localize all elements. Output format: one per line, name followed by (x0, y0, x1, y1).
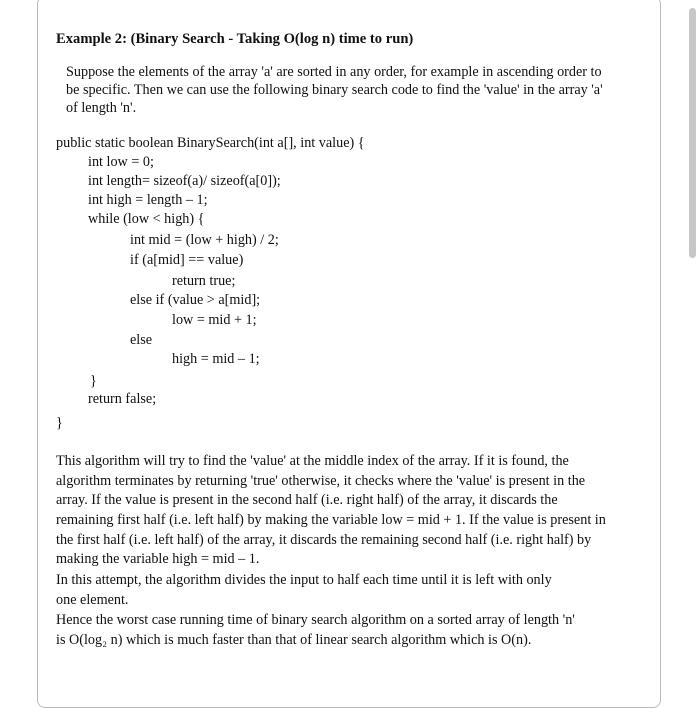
explanation-line-4: remaining first half (i.e. left half) by making the variable low = mid + 1. If the value is present in (56, 512, 606, 528)
example-heading: Example 2: (Binary Search - Taking O(log n) time to run) (56, 31, 414, 47)
intro-line-2: be specific. Then we can use the following binary search code to find the 'value' in the array 'a' (66, 82, 603, 98)
code-if-check: if (a[mid] == value) (130, 252, 244, 268)
explanation-line-9: Hence the worst case running time of binary search algorithm on a sorted array of length 'n' (56, 612, 575, 628)
vertical-scrollbar[interactable] (689, 8, 696, 258)
intro-line-1: Suppose the elements of the array 'a' are sorted in any order, for example in ascending order to (66, 64, 602, 80)
code-while-open: while (low < high) { (88, 211, 205, 227)
intro-line-3: of length 'n'. (66, 100, 137, 116)
explanation-line-8: one element. (56, 592, 129, 608)
code-return-true: return true; (172, 273, 236, 289)
code-high-update: high = mid – 1; (172, 351, 260, 367)
explanation-line-1: This algorithm will try to find the 'value' at the middle index of the array. If it is found, the (56, 453, 569, 469)
code-return-false: return false; (88, 391, 157, 407)
code-low-init: int low = 0; (88, 154, 154, 170)
code-else: else (130, 332, 153, 348)
code-method-close: } (56, 415, 63, 431)
explanation-line-6: making the variable high = mid – 1. (56, 551, 260, 567)
code-high-init: int high = length – 1; (88, 192, 208, 208)
code-signature: public static boolean BinarySearch(int a[], int value) { (56, 135, 365, 151)
code-elseif-check: else if (value > a[mid]; (130, 292, 261, 308)
code-low-update: low = mid + 1; (172, 312, 257, 328)
explanation-line-5: the first half (i.e. left half) of the array, it discards the remaining second half (i.e. right half) by (56, 532, 592, 548)
explanation-line-7: In this attempt, the algorithm divides the input to half each time until it is left with only (56, 572, 552, 588)
code-length-init: int length= sizeof(a)/ sizeof(a[0]); (88, 173, 281, 189)
code-while-close: } (90, 373, 97, 389)
explanation-line-10: is O(log₂ n) which is much faster than that of linear search algorithm which is O(n). (56, 632, 532, 648)
code-mid-calc: int mid = (low + high) / 2; (130, 232, 279, 248)
explanation-line-2: algorithm terminates by returning 'true' otherwise, it checks where the 'value' is present in the (56, 473, 586, 489)
explanation-line-3: array. If the value is present in the second half (i.e. right half) of the array, it discards the (56, 492, 558, 508)
